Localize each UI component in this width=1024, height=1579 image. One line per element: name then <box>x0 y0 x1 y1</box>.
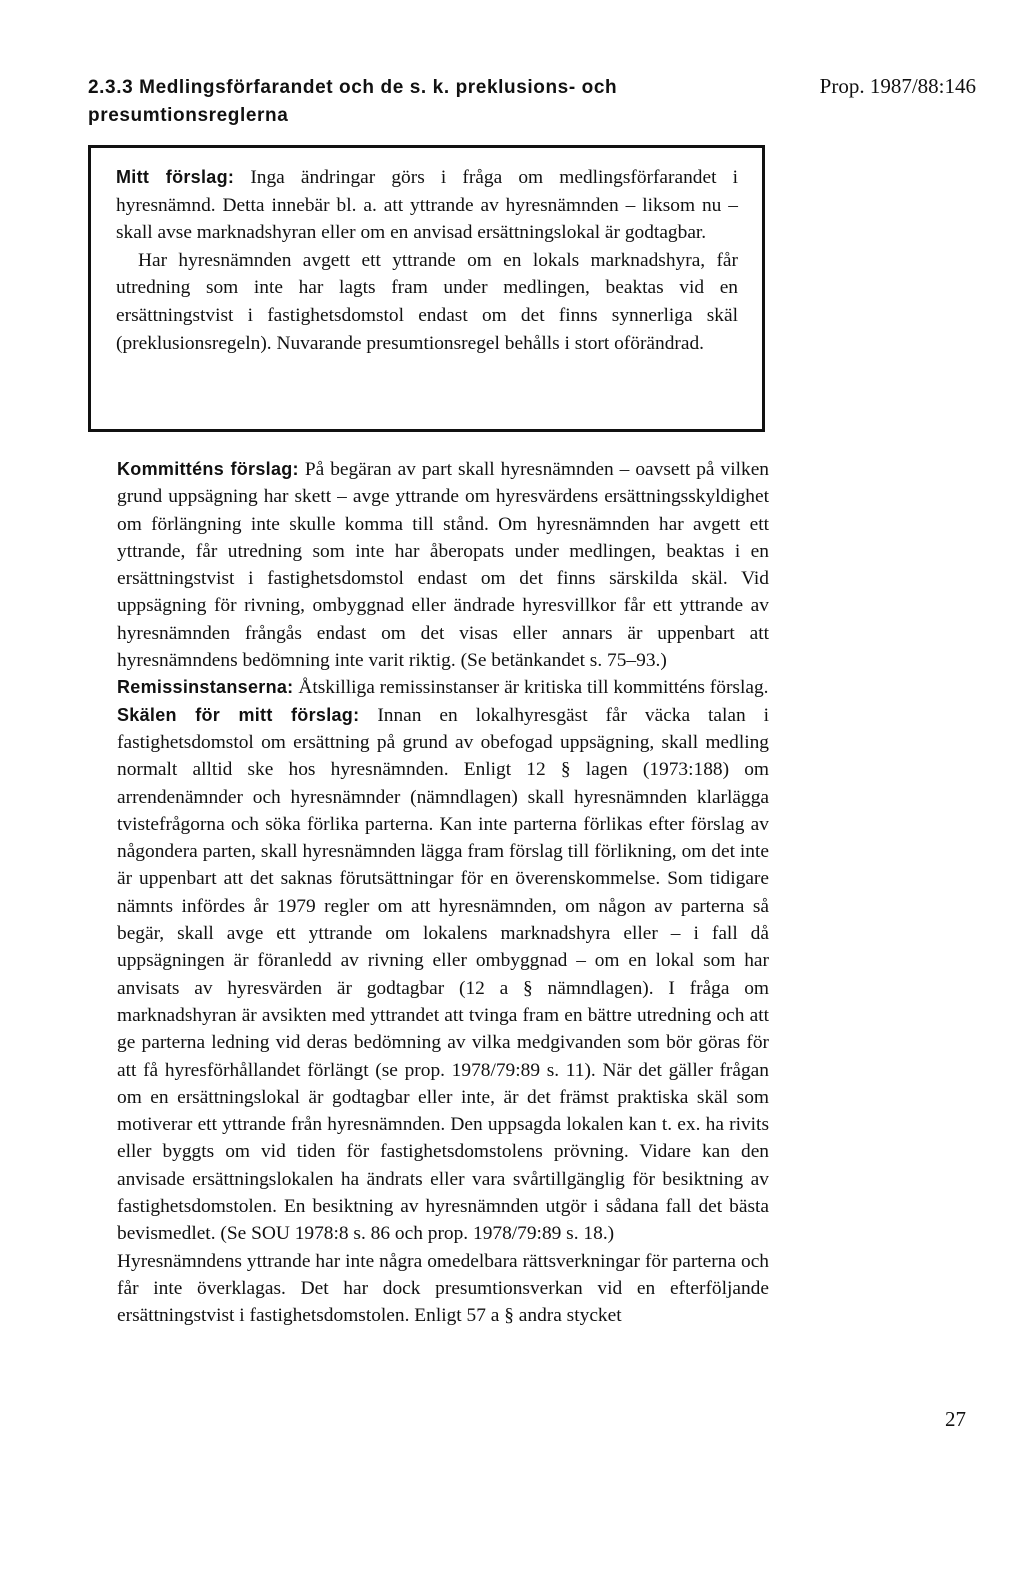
committee-paragraph <box>117 456 769 674</box>
proposal-paragraph-1 <box>116 164 738 247</box>
proposal-label: Mitt förslag: <box>116 167 235 187</box>
referral-text: Åtskilliga remissinstanser är kritiska till kommitténs förslag. <box>298 677 769 699</box>
referral-paragraph <box>117 674 769 701</box>
body-text <box>117 456 769 1330</box>
reasons-label: Skälen för mitt förslag: <box>117 704 360 725</box>
proposal-paragraph-2: Har hyresnämnden avgett ett yttrande om en lokals marknadshyra, får utredning som inte har lagts fram under medlingen, beaktas vid en ersättningstvist i fastighetsdomstol endast om det finns synnerliga skäl (preklusionsregeln). Nuvarande presumtionsregel behålls i stort oförändrad. <box>116 249 738 354</box>
section-heading: 2.3.3 Medlingsförfarandet och de s. k. preklusions- och presumtionsreglerna <box>88 77 618 126</box>
proposition-reference: Prop. 1987/88:146 <box>819 74 976 98</box>
referral-label: Remissinstanserna: <box>117 677 294 698</box>
committee-text: På begäran av part skall hyresnämnden – oavsett på vilken grund uppsägning har skett – avge yttrande om hyresvärdens ersättningsskyldighet om förlängning inte skulle komma till stånd. Om hyresnämnden har avgett ett yttrande, får utredning som inte har åberopats under medlingen, beaktas i en ersättningstvist i fastighetsdomstol endast om det finns särskilda skäl. Vid uppsägning för rivning, ombyggnad eller ändrade hyresvillkor får ett yttrande av hyresnämnden frångås endast om det visas eller annars är uppenbart att hyresnämndens bedömning inte varit riktig. (Se betänkandet s. 75–93.) <box>117 459 769 672</box>
reasons-text: Innan en lokalhyresgäst får väcka talan i fastighetsdomstol om ersättning på grund av obefogad uppsägning, skall medling normalt alltid ske hos hyresnämnden. Enligt 12 § lagen (1973:188) om arrendenämnder och hyresnämnder (nämndlagen) skall hyresnämnden klarlägga tvistefrågorna och söka förlika parterna. Kan inte parterna förlikas efter förslag av någondera parten, skall hyresnämnden lägga fram förslag till förlikning, om det inte är uppenbart att det saknas förutsättningar för en överenskommelse. Som tidigare nämnts infördes år 1979 regler om att hyresnämnden, om någon av parterna så begär, skall avge ett yttrande om lokalens marknadshyra eller – i fall då uppsägningen är föranledd av rivning eller ombyggnad – om en lokal som har anvisats av hyresvärden är godtagbar (12 a § nämndlagen). I fråga om marknadshyran är avsikten med yttrandet att tvinga fram en bättre utredning och att ge parterna ledning vid deras bedömning av vilka medgivanden som bör göras för att få hyresförhållandet förlängt (se prop. 1978/79:89 s. 11). När det gäller frågan om en ersättningslokal är godtagbar eller inte, är det främst praktiska skäl som motiverar ett yttrande från hyresnämnden. Den uppsagda lokalen kan t. ex. ha rivits eller byggts om vid tiden för fastighetsdomstolens prövning. Vidare kan den anvisade ersättningslokalen ha ändrats eller vara svårtillgänglig för besiktning av fastighetsdomstolen. En besiktning av hyresnämnden utgör i sådana fall det bästa bevismedlet. (Se SOU 1978:8 s. 86 och prop. 1978/79:89 s. 18.) <box>117 704 769 1245</box>
proposal-text-1: Inga ändringar görs i fråga om medlingsförfarandet i hyresnämnd. Detta innebär bl. a. att yttrande av hyresnämnden – liksom nu – skall avse marknadshyran eller om en anvisad ersättningslokal är godtagbar. <box>116 167 739 244</box>
reasons-paragraph <box>117 702 769 1248</box>
proposal-summary-box <box>88 145 765 432</box>
closing-paragraph: Hyresnämndens yttrande har inte några omedelbara rättsverkningar för parterna och får inte överklagas. Det har dock presumtionsverkan vid en efterföljande ersättningstvist i fastighetsdomstolen. Enligt 57 a § andra stycket <box>117 1250 769 1327</box>
page-number: 27 <box>945 1407 966 1431</box>
committee-label: Kommitténs förslag: <box>117 459 299 479</box>
